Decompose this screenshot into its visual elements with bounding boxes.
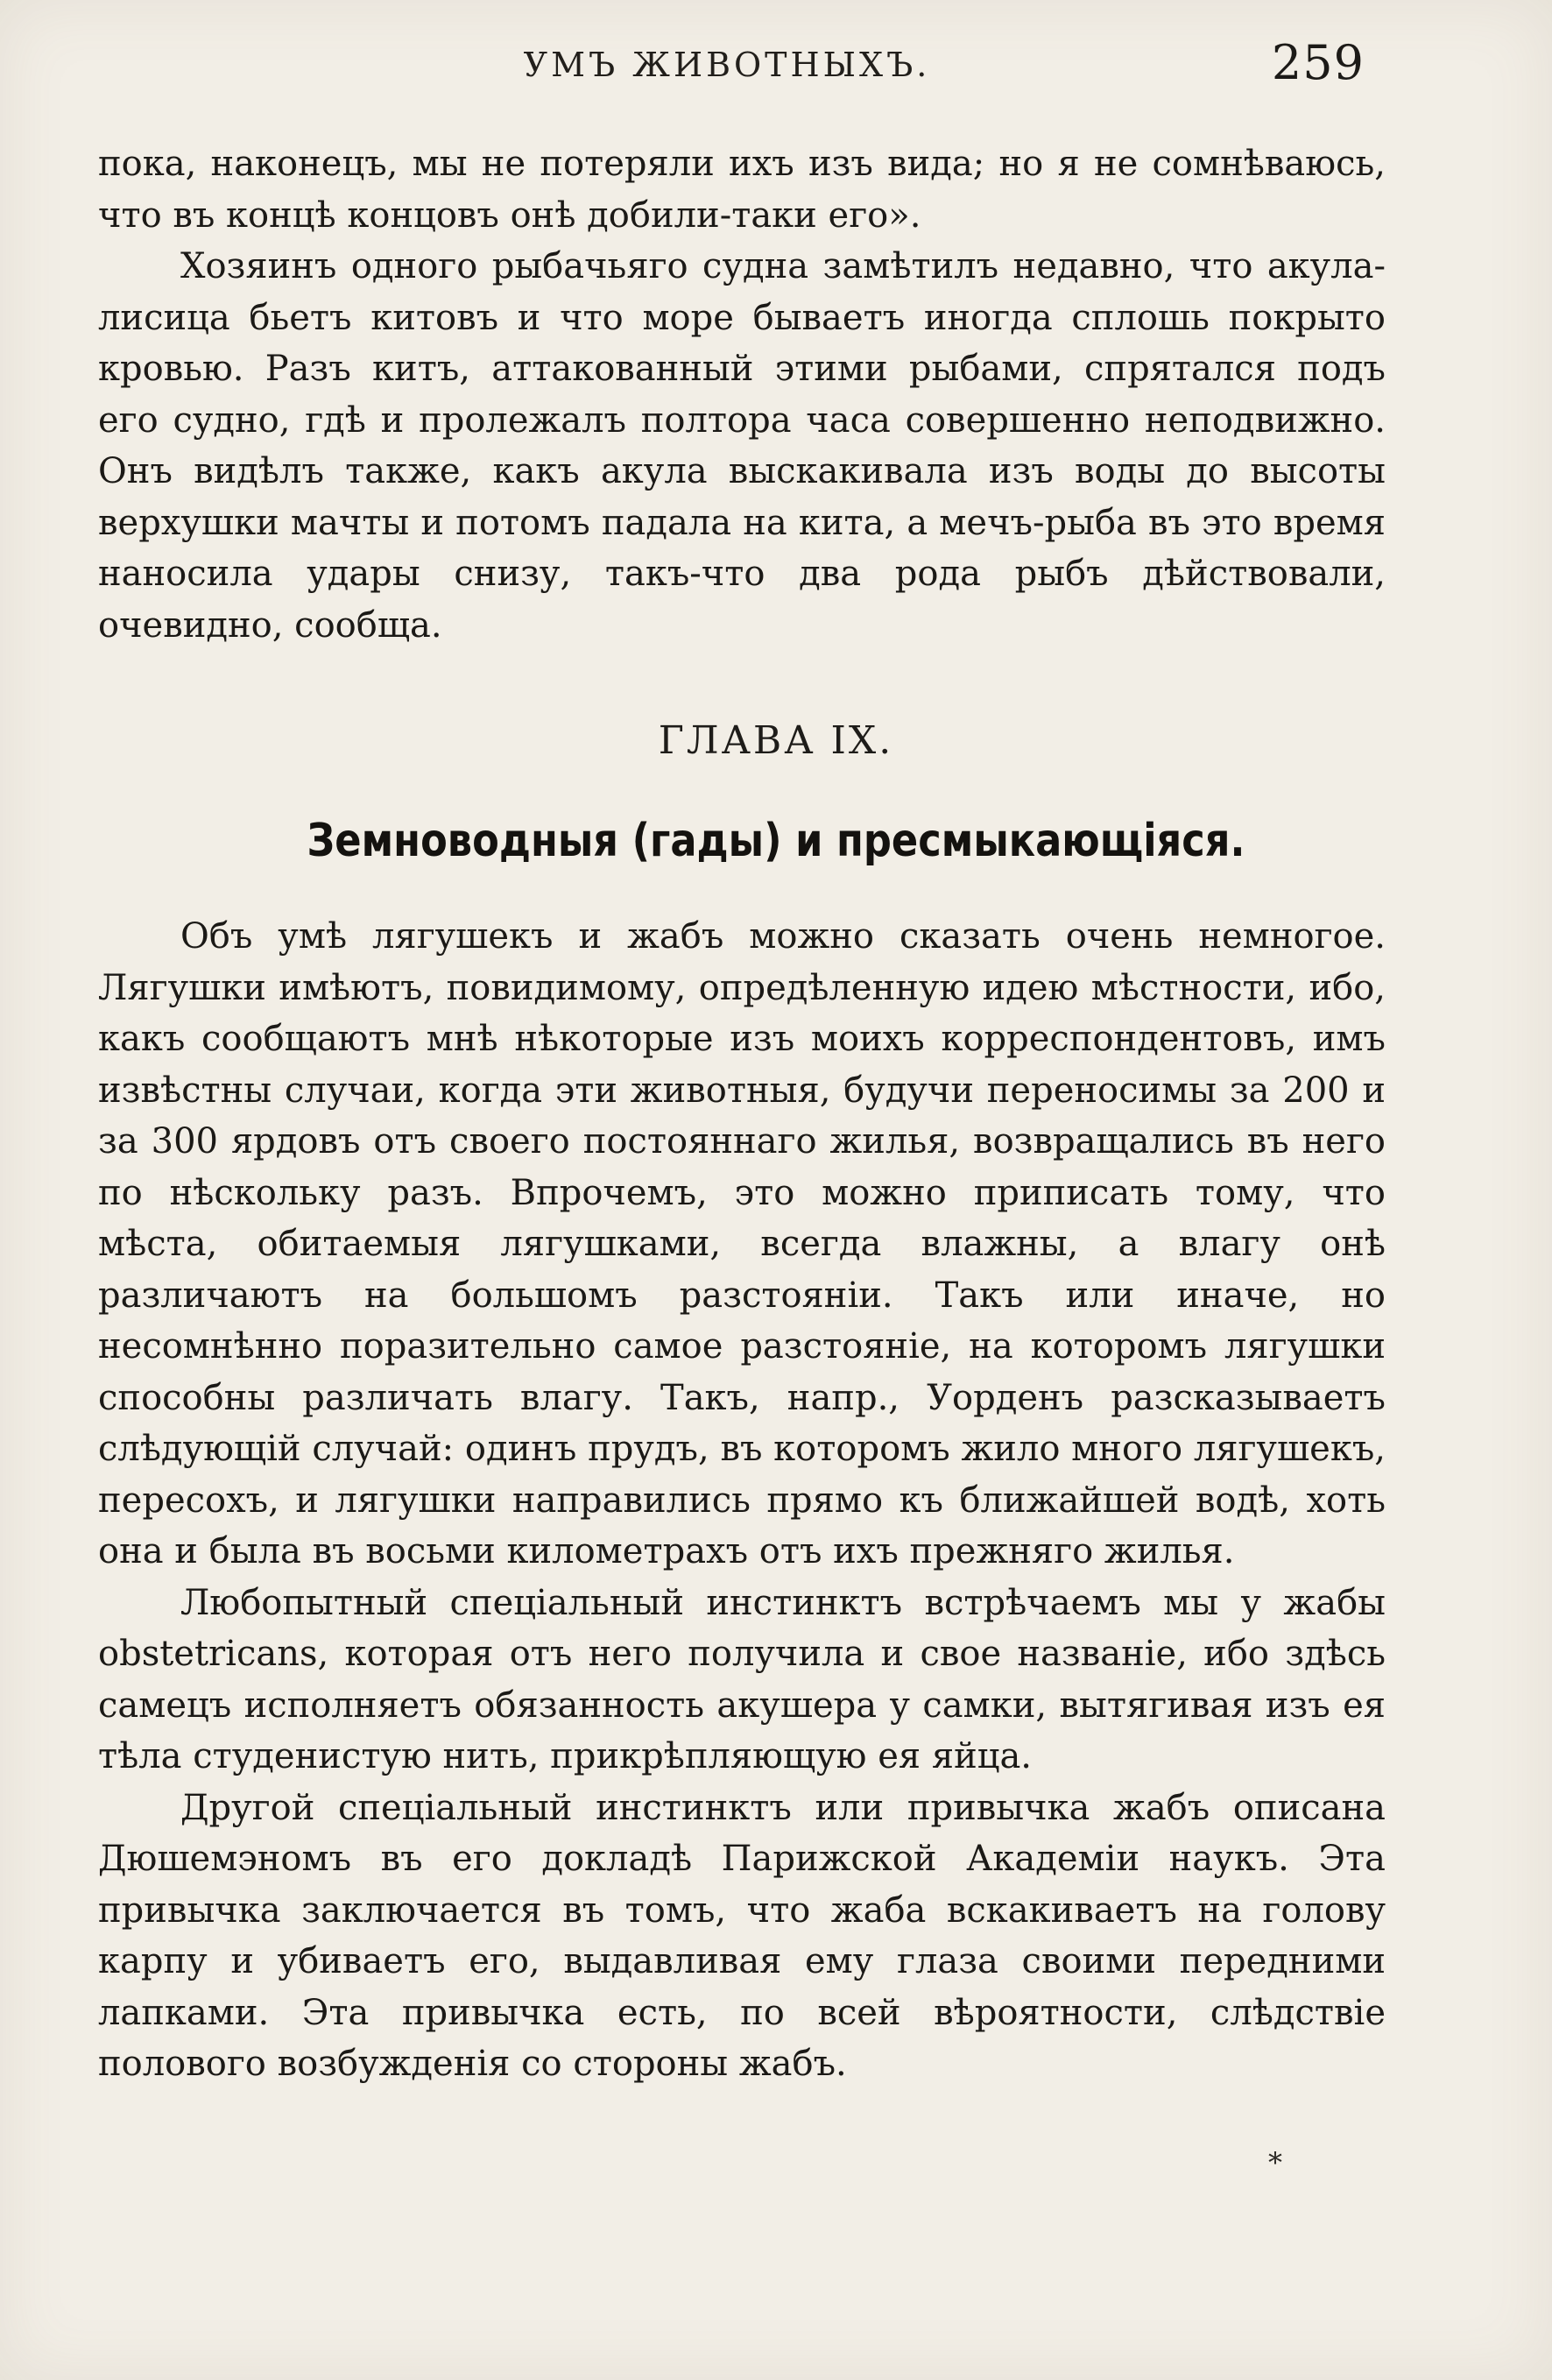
signature-mark: * — [1268, 2146, 1282, 2179]
paragraph: Другой спеціальный инстинктъ или привычка жабъ описана Дюшемэномъ въ его докладѣ Парижской Академіи наукъ. Эта привычка заключается въ томъ, что жаба вскакиваетъ на голову карпу и убиваетъ его, выдавливая ему глаза своими передними лапками. Эта привычка есть, по всей вѣроятности, слѣдствіе полового возбужденія со стороны жабъ. — [98, 1787, 1386, 2084]
page-header — [96, 35, 1365, 96]
paragraph: Любопытный спеціальный инстинктъ встрѣчаемъ мы у жабы obstetricans, которая отъ него получила и свое названіе, ибо здѣсь самецъ исполняетъ обязанность акушера у самки, вытягивая изъ ея тѣла студенистую нить, прикрѣпляющую ея яйца. — [98, 1582, 1386, 1776]
page-number: 259 — [1271, 35, 1365, 90]
chapter-label: ГЛАВА IX. — [658, 718, 894, 763]
paragraph: Хозяинъ одного рыбачьяго судна замѣтилъ недавно, что акула-лисица бьетъ китовъ и что море бываетъ иногда сплошь покрыто кровью. Разъ китъ, аттакованный этими рыбами, спрятался подъ его судно, гдѣ и пролежалъ полтора часа совершенно неподвижно. Онъ видѣлъ также, какъ акула выскакивала изъ воды до высоты верхушки мачты и потомъ падала на кита, а мечъ-рыба въ это время наносила удары снизу, такъ-что два рода рыбъ дѣйствовали, очевидно, сообща. — [98, 246, 1386, 646]
chapter-text — [98, 911, 1386, 2090]
running-head: УМЪ ЖИВОТНЫХЪ. — [523, 46, 931, 84]
intro-text — [98, 138, 1386, 651]
paragraph: пока, наконецъ, мы не потеряли ихъ изъ вида; но я не сомнѣваюсь, что въ концѣ концовъ онѣ добили-таки его». — [98, 144, 1386, 236]
chapter-title: Земноводныя (гады) и пресмыкающіяся. — [307, 815, 1245, 867]
paragraph: Объ умѣ лягушекъ и жабъ можно сказать очень немногое. Лягушки имѣютъ, повидимому, опредѣленную идею мѣстности, ибо, какъ сообщаютъ мнѣ нѣкоторые изъ моихъ корреспондентовъ, имъ извѣстны случаи, когда эти животныя, будучи переносимы за 200 и за 300 ярдовъ отъ своего постояннаго жилья, возвращались въ него по нѣскольку разъ. Впрочемъ, это можно приписать тому, что мѣста, обитаемыя лягушками, всегда влажны, а влагу онѣ различаютъ на большомъ разстояніи. Такъ или иначе, но несомнѣнно поразительно самое разстояніе, на которомъ лягушки способны различать влагу. Такъ, напр., Уорденъ разсказываетъ слѣдующій случай: одинъ прудъ, въ которомъ жило много лягушекъ, пересохъ, и лягушки направились прямо къ ближайшей водѣ, хоть она и была въ восьми километрахъ отъ ихъ прежняго жилья. — [98, 916, 1386, 1571]
